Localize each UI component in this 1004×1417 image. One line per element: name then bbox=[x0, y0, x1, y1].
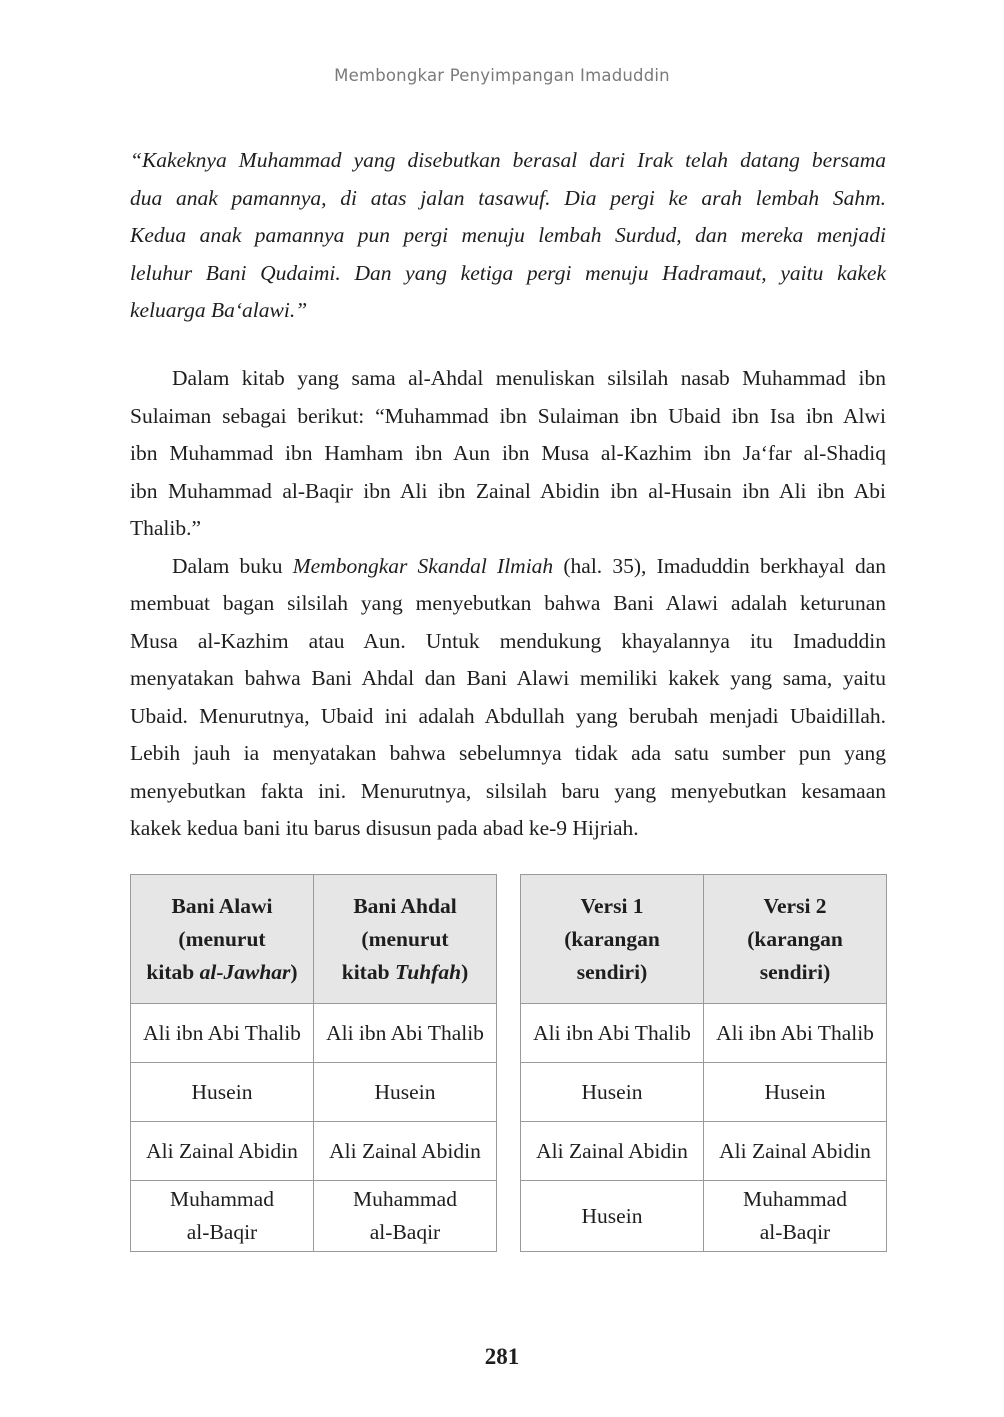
table-cell: Husein bbox=[521, 1181, 704, 1252]
table-cell: Ali ibn Abi Thalib bbox=[314, 1004, 497, 1063]
table-cell: Muhammad al-Baqir bbox=[704, 1181, 887, 1252]
paragraph-line bbox=[130, 548, 886, 586]
quote-line: dua anak pamannya, di atas jalan tasawuf. Dia pergi ke arah lembah Sahm. bbox=[130, 185, 886, 210]
running-header: Membongkar Penyimpangan Imaduddin bbox=[334, 66, 670, 85]
quote-line: leluhur Bani Qudaimi. Dan yang ketiga pergi menuju Hadramaut, yaitu kakek bbox=[130, 260, 886, 285]
table-cell: Muhammad al-Baqir bbox=[131, 1181, 314, 1252]
text: Dalam buku bbox=[172, 553, 293, 578]
table-header-row bbox=[521, 875, 887, 1004]
header-versi-1: Versi 1 (karangan sendiri) bbox=[521, 875, 704, 1004]
table-cell: Muhammad al-Baqir bbox=[314, 1181, 497, 1252]
table-row bbox=[131, 1004, 497, 1063]
header-bani-alawi: Bani Alawi (menurut kitab al-Jawhar) bbox=[131, 875, 314, 1004]
header-bani-ahdal: Bani Ahdal (menurut kitab Tuhfah) bbox=[314, 875, 497, 1004]
header-versi-2: Versi 2 (karangan sendiri) bbox=[704, 875, 887, 1004]
table-cell: Ali Zainal Abidin bbox=[521, 1122, 704, 1181]
table-row bbox=[131, 1181, 497, 1252]
table-row bbox=[521, 1004, 887, 1063]
table-cell: Husein bbox=[314, 1063, 497, 1122]
quote-line: Kedua anak pamannya pun pergi menuju lembah Surdud, dan mereka menjadi bbox=[130, 223, 886, 247]
genealogy-table-versions bbox=[520, 874, 887, 1252]
body-text bbox=[130, 360, 886, 848]
quote-line: keluarga Ba‘alawi.” bbox=[130, 298, 308, 322]
paragraph-line: Lebih jauh ia menyatakan bahwa sebelumnya tidak ada satu sumber pun yang bbox=[130, 741, 886, 765]
paragraph-line: menyatakan bahwa Bani Ahdal dan Bani Alawi memiliki kakek yang sama, yaitu bbox=[130, 666, 886, 690]
book-title: Membongkar Skandal Ilmiah bbox=[292, 553, 554, 578]
table-row bbox=[521, 1063, 887, 1122]
paragraph-line: Dalam kitab yang sama al-Ahdal menuliskan silsilah nasab Muhammad ibn bbox=[172, 366, 886, 390]
paragraph-line: membuat bagan silsilah yang menyebutkan bahwa Bani Alawi adalah keturunan bbox=[130, 591, 886, 615]
table-cell: Ali Zainal Abidin bbox=[131, 1122, 314, 1181]
table-cell: Ali Zainal Abidin bbox=[704, 1122, 887, 1181]
paragraph-line: Sulaiman sebagai berikut: “Muhammad ibn Sulaiman ibn Ubaid ibn Isa ibn Alwi bbox=[130, 403, 886, 428]
paragraph-line: Musa al-Kazhim atau Aun. Untuk mendukung khayalannya itu Imaduddin bbox=[130, 628, 886, 653]
table-cell: Ali Zainal Abidin bbox=[314, 1122, 497, 1181]
table-cell: Husein bbox=[521, 1063, 704, 1122]
quote-line: “Kakeknya Muhammad yang disebutkan berasal dari Irak telah datang bersama bbox=[130, 148, 886, 172]
paragraph-line: ibn Muhammad ibn Hamham ibn Aun ibn Musa al-Kazhim ibn Ja‘far al-Shadiq bbox=[130, 441, 886, 465]
text: (hal. 35), Imaduddin berkhayal dan bbox=[553, 553, 886, 578]
table-cell: Husein bbox=[131, 1063, 314, 1122]
table-cell: Ali ibn Abi Thalib bbox=[131, 1004, 314, 1063]
page-number: 281 bbox=[484, 1344, 520, 1369]
table-cell: Ali ibn Abi Thalib bbox=[521, 1004, 704, 1063]
paragraph-line: kakek kedua bani itu barus disusun pada abad ke-9 Hijriah. bbox=[130, 816, 639, 840]
paragraph-line: ibn Muhammad al-Baqir ibn Ali ibn Zainal Abidin ibn al-Husain ibn Ali ibn Abi bbox=[130, 478, 886, 503]
table-cell: Husein bbox=[704, 1063, 887, 1122]
table-row bbox=[521, 1122, 887, 1181]
genealogy-table-sources bbox=[130, 874, 497, 1252]
paragraph-line: Ubaid. Menurutnya, Ubaid ini adalah Abdullah yang berubah menjadi Ubaidillah. bbox=[130, 703, 886, 728]
table-row bbox=[521, 1181, 887, 1252]
table-header-row bbox=[131, 875, 497, 1004]
paragraph-line: menyebutkan fakta ini. Menurutnya, silsilah baru yang menyebutkan kesamaan bbox=[130, 778, 886, 803]
table-row bbox=[131, 1122, 497, 1181]
paragraph-line: Thalib.” bbox=[130, 516, 202, 540]
table-row bbox=[131, 1063, 497, 1122]
block-quote bbox=[130, 142, 886, 330]
table-cell: Ali ibn Abi Thalib bbox=[704, 1004, 887, 1063]
